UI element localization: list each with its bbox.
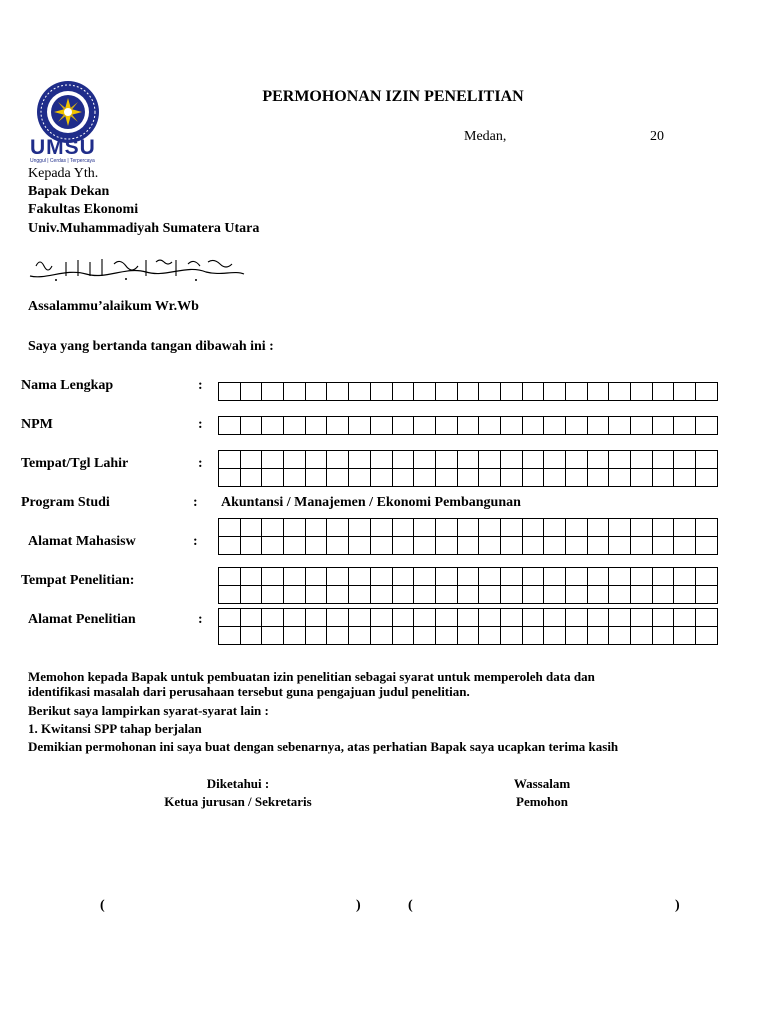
input-box[interactable] xyxy=(371,609,393,627)
input-box[interactable] xyxy=(393,451,415,469)
input-box[interactable] xyxy=(349,469,371,487)
input-box[interactable] xyxy=(349,383,371,401)
input-box[interactable] xyxy=(436,609,458,627)
input-box[interactable] xyxy=(458,417,480,435)
input-box[interactable] xyxy=(219,417,241,435)
input-box[interactable] xyxy=(501,627,523,645)
input-box[interactable] xyxy=(479,383,501,401)
alamat-mahasiswa-input-grid[interactable] xyxy=(218,518,718,555)
sign-left-open-paren: ( xyxy=(100,898,105,913)
input-box[interactable] xyxy=(479,568,501,586)
input-box[interactable] xyxy=(306,609,328,627)
input-box[interactable] xyxy=(544,568,566,586)
input-box[interactable] xyxy=(544,537,566,555)
input-box[interactable] xyxy=(262,417,284,435)
input-box[interactable] xyxy=(631,519,653,537)
input-box[interactable] xyxy=(631,451,653,469)
input-box[interactable] xyxy=(696,451,718,469)
body-line: Memohon kepada Bapak untuk pembuatan izin penelitian sebagai syarat untuk memperoleh data dan xyxy=(28,669,595,684)
page-title: PERMOHONAN IZIN PENELITIAN xyxy=(262,88,524,105)
input-box[interactable] xyxy=(414,609,436,627)
input-box[interactable] xyxy=(696,537,718,555)
input-box[interactable] xyxy=(241,519,263,537)
input-box[interactable] xyxy=(458,627,480,645)
field-colon: : xyxy=(198,456,203,471)
input-box[interactable] xyxy=(219,469,241,487)
input-box[interactable] xyxy=(327,417,349,435)
input-box[interactable] xyxy=(284,586,306,604)
input-box[interactable] xyxy=(566,383,588,401)
input-box[interactable] xyxy=(219,609,241,627)
input-box[interactable] xyxy=(544,586,566,604)
input-box[interactable] xyxy=(262,568,284,586)
input-box[interactable] xyxy=(588,627,610,645)
input-box[interactable] xyxy=(327,627,349,645)
input-box[interactable] xyxy=(284,568,306,586)
input-box[interactable] xyxy=(674,469,696,487)
input-box[interactable] xyxy=(219,586,241,604)
input-box[interactable] xyxy=(696,519,718,537)
input-box[interactable] xyxy=(653,568,675,586)
input-box[interactable] xyxy=(349,451,371,469)
input-box[interactable] xyxy=(653,609,675,627)
input-box[interactable] xyxy=(284,451,306,469)
nama-input-grid[interactable] xyxy=(218,382,718,401)
input-box[interactable] xyxy=(674,537,696,555)
input-box[interactable] xyxy=(501,537,523,555)
input-box[interactable] xyxy=(306,383,328,401)
date-city: Medan, xyxy=(464,129,507,144)
input-box[interactable] xyxy=(631,469,653,487)
input-box[interactable] xyxy=(327,519,349,537)
input-box[interactable] xyxy=(696,469,718,487)
input-box[interactable] xyxy=(241,586,263,604)
input-box[interactable] xyxy=(414,627,436,645)
input-box[interactable] xyxy=(674,383,696,401)
input-box[interactable] xyxy=(458,586,480,604)
input-box[interactable] xyxy=(479,586,501,604)
input-box[interactable] xyxy=(262,627,284,645)
sign-left-role: Ketua jurusan / Sekretaris xyxy=(164,794,312,809)
input-box[interactable] xyxy=(631,537,653,555)
input-box[interactable] xyxy=(393,537,415,555)
field-label-alamat-penelitian: Alamat Penelitian xyxy=(28,612,136,627)
input-box[interactable] xyxy=(284,417,306,435)
input-box[interactable] xyxy=(371,519,393,537)
input-box[interactable] xyxy=(393,627,415,645)
input-box[interactable] xyxy=(674,451,696,469)
input-box[interactable] xyxy=(436,519,458,537)
input-box[interactable] xyxy=(479,519,501,537)
body-line: identifikasi masalah dari perusahaan tersebut guna pengajuan judul penelitian. xyxy=(28,684,470,699)
input-box[interactable] xyxy=(588,519,610,537)
input-box[interactable] xyxy=(458,451,480,469)
input-box[interactable] xyxy=(653,451,675,469)
input-box[interactable] xyxy=(327,537,349,555)
field-label-tempat-lahir: Tempat/Tgl Lahir xyxy=(21,456,129,471)
input-box[interactable] xyxy=(631,383,653,401)
input-box[interactable] xyxy=(566,417,588,435)
recipient-line: Bapak Dekan xyxy=(28,184,110,199)
input-box[interactable] xyxy=(414,469,436,487)
input-box[interactable] xyxy=(653,469,675,487)
input-box[interactable] xyxy=(241,451,263,469)
input-box[interactable] xyxy=(241,537,263,555)
input-box[interactable] xyxy=(544,417,566,435)
field-colon: : xyxy=(198,378,203,393)
input-box[interactable] xyxy=(262,451,284,469)
field-colon: : xyxy=(198,417,203,432)
input-box[interactable] xyxy=(393,568,415,586)
input-box[interactable] xyxy=(284,627,306,645)
input-box[interactable] xyxy=(414,417,436,435)
input-box[interactable] xyxy=(479,609,501,627)
input-box[interactable] xyxy=(653,417,675,435)
input-box[interactable] xyxy=(436,417,458,435)
input-box[interactable] xyxy=(523,383,545,401)
input-box[interactable] xyxy=(501,586,523,604)
input-box[interactable] xyxy=(414,537,436,555)
input-box[interactable] xyxy=(609,519,631,537)
input-box[interactable] xyxy=(653,537,675,555)
input-box[interactable] xyxy=(566,627,588,645)
input-box[interactable] xyxy=(219,383,241,401)
input-box[interactable] xyxy=(588,537,610,555)
input-box[interactable] xyxy=(501,519,523,537)
input-box[interactable] xyxy=(479,537,501,555)
input-box[interactable] xyxy=(306,519,328,537)
body-line: 1. Kwitansi SPP tahap berjalan xyxy=(28,721,202,736)
input-box[interactable] xyxy=(436,586,458,604)
input-box[interactable] xyxy=(674,627,696,645)
input-box[interactable] xyxy=(588,609,610,627)
input-box[interactable] xyxy=(588,417,610,435)
sign-left-close-paren: ) xyxy=(356,898,361,913)
input-box[interactable] xyxy=(501,383,523,401)
input-box[interactable] xyxy=(262,469,284,487)
input-box[interactable] xyxy=(414,586,436,604)
prodi-options: Akuntansi / Manajemen / Ekonomi Pembangunan xyxy=(221,495,521,510)
intro-text: Saya yang bertanda tangan dibawah ini : xyxy=(28,339,274,354)
input-box[interactable] xyxy=(501,417,523,435)
input-box[interactable] xyxy=(306,469,328,487)
input-box[interactable] xyxy=(349,609,371,627)
sign-right-label: Wassalam xyxy=(513,776,571,791)
input-box[interactable] xyxy=(327,469,349,487)
npm-input-grid[interactable] xyxy=(218,416,718,435)
input-box[interactable] xyxy=(327,586,349,604)
input-box[interactable] xyxy=(631,627,653,645)
input-box[interactable] xyxy=(284,383,306,401)
input-box[interactable] xyxy=(653,586,675,604)
field-label-npm: NPM xyxy=(21,417,53,432)
input-box[interactable] xyxy=(458,609,480,627)
input-box[interactable] xyxy=(262,383,284,401)
input-box[interactable] xyxy=(523,627,545,645)
input-box[interactable] xyxy=(523,451,545,469)
input-box[interactable] xyxy=(566,537,588,555)
input-box[interactable] xyxy=(306,568,328,586)
input-box[interactable] xyxy=(393,586,415,604)
input-box[interactable] xyxy=(241,568,263,586)
basmalah-calligraphy-icon xyxy=(26,254,248,284)
input-box[interactable] xyxy=(523,568,545,586)
input-box[interactable] xyxy=(436,568,458,586)
input-box[interactable] xyxy=(306,627,328,645)
input-box[interactable] xyxy=(393,417,415,435)
input-box[interactable] xyxy=(566,519,588,537)
input-box[interactable] xyxy=(284,469,306,487)
input-box[interactable] xyxy=(371,627,393,645)
input-box[interactable] xyxy=(609,586,631,604)
input-box[interactable] xyxy=(371,568,393,586)
input-box[interactable] xyxy=(436,537,458,555)
input-box[interactable] xyxy=(306,417,328,435)
input-box[interactable] xyxy=(566,568,588,586)
field-colon: : xyxy=(193,534,198,549)
input-box[interactable] xyxy=(327,609,349,627)
input-box[interactable] xyxy=(414,451,436,469)
input-box[interactable] xyxy=(588,469,610,487)
input-box[interactable] xyxy=(436,383,458,401)
input-box[interactable] xyxy=(219,537,241,555)
input-box[interactable] xyxy=(349,568,371,586)
input-box[interactable] xyxy=(436,469,458,487)
input-box[interactable] xyxy=(609,417,631,435)
input-box[interactable] xyxy=(674,519,696,537)
input-box[interactable] xyxy=(479,469,501,487)
sign-right-close-paren: ) xyxy=(675,898,680,913)
input-box[interactable] xyxy=(458,469,480,487)
input-box[interactable] xyxy=(284,609,306,627)
input-box[interactable] xyxy=(544,609,566,627)
input-box[interactable] xyxy=(262,586,284,604)
input-box[interactable] xyxy=(371,383,393,401)
input-box[interactable] xyxy=(436,451,458,469)
input-box[interactable] xyxy=(609,609,631,627)
input-box[interactable] xyxy=(241,469,263,487)
input-box[interactable] xyxy=(631,586,653,604)
input-box[interactable] xyxy=(479,451,501,469)
field-label-tempat-penelitian: Tempat Penelitian: xyxy=(21,573,135,588)
field-label-alamat-mahasiswa: Alamat Mahasisw xyxy=(28,534,136,549)
input-box[interactable] xyxy=(588,568,610,586)
tempat-lahir-input-grid[interactable] xyxy=(218,450,718,487)
input-box[interactable] xyxy=(349,519,371,537)
input-box[interactable] xyxy=(696,609,718,627)
input-box[interactable] xyxy=(414,383,436,401)
input-box[interactable] xyxy=(588,586,610,604)
sign-right-open-paren: ( xyxy=(408,898,413,913)
alamat-penelitian-input-grid[interactable] xyxy=(218,608,718,645)
input-box[interactable] xyxy=(241,383,263,401)
input-box[interactable] xyxy=(588,451,610,469)
field-colon: : xyxy=(193,495,198,510)
greeting: Assalammu’alaikum Wr.Wb xyxy=(28,299,199,314)
sign-left-label: Diketahui : xyxy=(206,776,270,791)
input-box[interactable] xyxy=(479,627,501,645)
input-box[interactable] xyxy=(523,519,545,537)
input-box[interactable] xyxy=(241,609,263,627)
input-box[interactable] xyxy=(609,383,631,401)
input-box[interactable] xyxy=(501,609,523,627)
input-box[interactable] xyxy=(501,469,523,487)
input-box[interactable] xyxy=(696,417,718,435)
input-box[interactable] xyxy=(631,568,653,586)
input-box[interactable] xyxy=(414,519,436,537)
input-box[interactable] xyxy=(306,451,328,469)
input-box[interactable] xyxy=(501,451,523,469)
input-box[interactable] xyxy=(674,568,696,586)
input-box[interactable] xyxy=(241,627,263,645)
input-box[interactable] xyxy=(436,627,458,645)
input-box[interactable] xyxy=(219,568,241,586)
input-box[interactable] xyxy=(674,609,696,627)
input-box[interactable] xyxy=(393,609,415,627)
recipient-line: Fakultas Ekonomi xyxy=(28,202,139,217)
input-box[interactable] xyxy=(523,417,545,435)
input-box[interactable] xyxy=(414,568,436,586)
input-box[interactable] xyxy=(479,417,501,435)
input-box[interactable] xyxy=(241,417,263,435)
field-label-prodi: Program Studi xyxy=(21,495,110,510)
input-box[interactable] xyxy=(609,627,631,645)
input-box[interactable] xyxy=(393,469,415,487)
input-box[interactable] xyxy=(653,383,675,401)
input-box[interactable] xyxy=(219,519,241,537)
input-box[interactable] xyxy=(653,627,675,645)
input-box[interactable] xyxy=(653,519,675,537)
recipient-line: Univ.Muhammadiyah Sumatera Utara xyxy=(28,221,260,236)
input-box[interactable] xyxy=(371,537,393,555)
input-box[interactable] xyxy=(327,568,349,586)
input-box[interactable] xyxy=(458,383,480,401)
input-box[interactable] xyxy=(371,469,393,487)
input-box[interactable] xyxy=(393,383,415,401)
input-box[interactable] xyxy=(674,586,696,604)
input-box[interactable] xyxy=(306,537,328,555)
input-box[interactable] xyxy=(262,519,284,537)
input-box[interactable] xyxy=(609,537,631,555)
input-box[interactable] xyxy=(371,586,393,604)
input-box[interactable] xyxy=(458,568,480,586)
input-box[interactable] xyxy=(371,451,393,469)
input-box[interactable] xyxy=(349,537,371,555)
input-box[interactable] xyxy=(501,568,523,586)
input-box[interactable] xyxy=(566,609,588,627)
input-box[interactable] xyxy=(566,586,588,604)
input-box[interactable] xyxy=(631,609,653,627)
input-box[interactable] xyxy=(544,519,566,537)
logo-tagline: Unggul | Cerdas | Terpercaya xyxy=(30,158,95,164)
input-box[interactable] xyxy=(458,519,480,537)
logo-text: UMSU xyxy=(30,136,96,159)
sign-right-role: Pemohon xyxy=(516,794,568,809)
input-box[interactable] xyxy=(609,568,631,586)
input-box[interactable] xyxy=(544,383,566,401)
input-box[interactable] xyxy=(349,627,371,645)
input-box[interactable] xyxy=(696,383,718,401)
input-box[interactable] xyxy=(371,417,393,435)
input-box[interactable] xyxy=(327,451,349,469)
input-box[interactable] xyxy=(523,537,545,555)
input-box[interactable] xyxy=(523,469,545,487)
input-box[interactable] xyxy=(609,451,631,469)
input-box[interactable] xyxy=(458,537,480,555)
input-box[interactable] xyxy=(284,519,306,537)
input-box[interactable] xyxy=(696,586,718,604)
body-line: Berikut saya lampirkan syarat-syarat lain : xyxy=(28,703,269,718)
input-box[interactable] xyxy=(306,586,328,604)
input-box[interactable] xyxy=(631,417,653,435)
input-box[interactable] xyxy=(674,417,696,435)
input-box[interactable] xyxy=(284,537,306,555)
input-box[interactable] xyxy=(349,586,371,604)
date-year: 20 xyxy=(650,129,664,144)
input-box[interactable] xyxy=(544,627,566,645)
input-box[interactable] xyxy=(696,568,718,586)
input-box[interactable] xyxy=(219,627,241,645)
input-box[interactable] xyxy=(393,519,415,537)
input-box[interactable] xyxy=(544,469,566,487)
input-box[interactable] xyxy=(262,609,284,627)
input-box[interactable] xyxy=(523,609,545,627)
input-box[interactable] xyxy=(523,586,545,604)
input-box[interactable] xyxy=(262,537,284,555)
field-label-nama: Nama Lengkap xyxy=(21,378,114,393)
recipient-line: Kepada Yth. xyxy=(28,166,99,181)
input-box[interactable] xyxy=(566,469,588,487)
input-box[interactable] xyxy=(588,383,610,401)
input-box[interactable] xyxy=(544,451,566,469)
input-box[interactable] xyxy=(696,627,718,645)
input-box[interactable] xyxy=(349,417,371,435)
input-box[interactable] xyxy=(566,451,588,469)
field-colon: : xyxy=(198,612,203,627)
body-line: Demikian permohonan ini saya buat dengan sebenarnya, atas perhatian Bapak saya ucapkan terima kasih xyxy=(28,739,619,754)
tempat-penelitian-input-grid[interactable] xyxy=(218,567,718,604)
input-box[interactable] xyxy=(609,469,631,487)
input-box[interactable] xyxy=(219,451,241,469)
input-box[interactable] xyxy=(327,383,349,401)
